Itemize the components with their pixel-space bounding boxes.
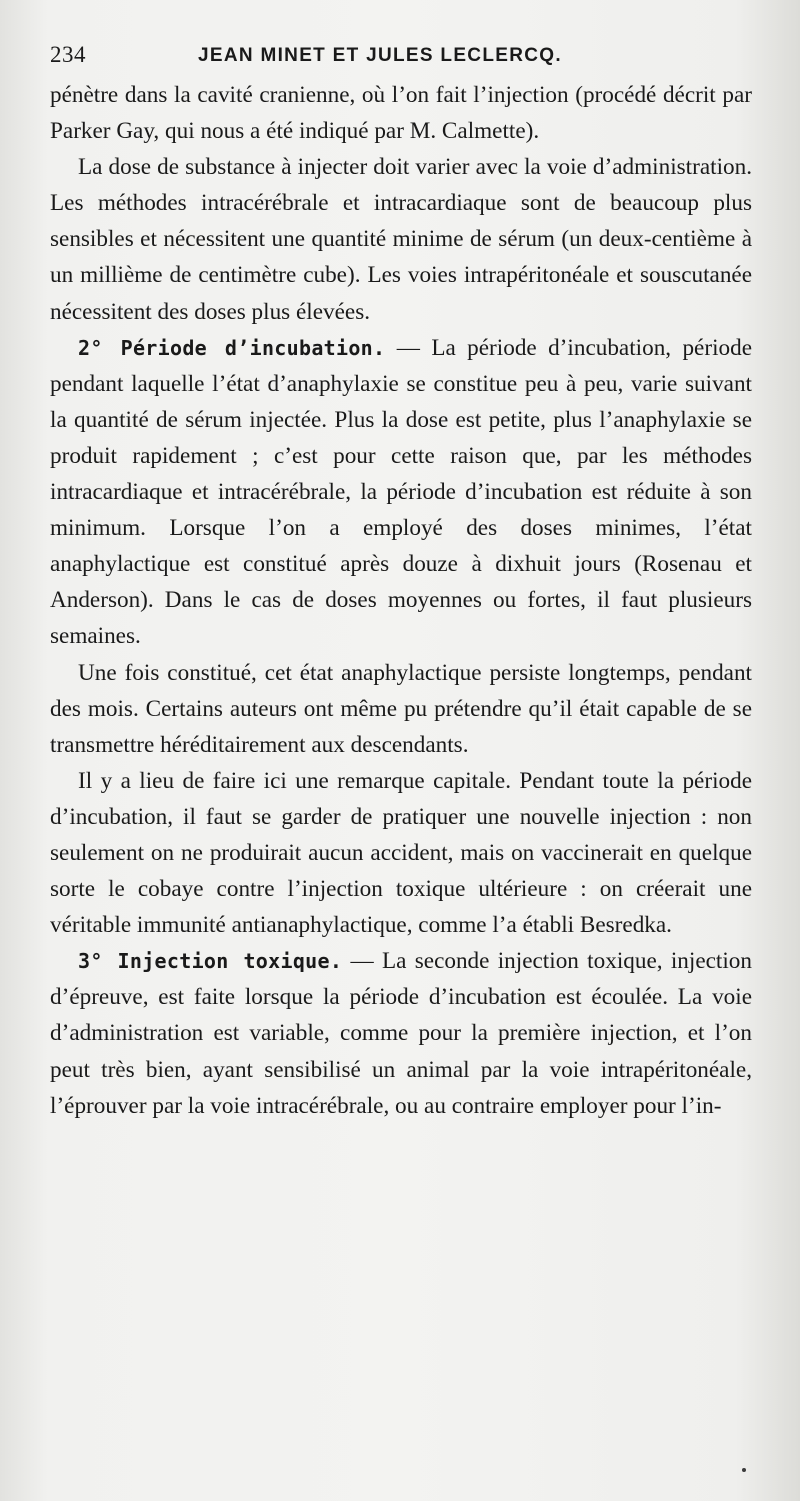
running-head: JEAN MINET ET JULES LECLERCQ. xyxy=(198,45,562,66)
paragraph-toxic-injection xyxy=(50,943,752,1123)
section-heading-toxic-injection: 3° Injection toxique. xyxy=(78,949,343,974)
ink-speck xyxy=(742,1468,746,1472)
section-heading-incubation: 2° Période d’incubation. xyxy=(78,335,386,360)
page-body xyxy=(50,77,752,1124)
paragraph-toxic-injection-text: — La seconde injection toxique, injection d’épreuve, est faite lorsque la période d’incubation est écoulée. La voie d’administration est variable, comme pour la première injection, et l’on peut très bien, ayant sensibilisé un animal par la voie intrapéritonéale, l’éprouver par la voie intracérébrale, ou au contraire employer pour l’in- xyxy=(50,948,752,1119)
paragraph-remark: Il y a lieu de faire ici une remarque capitale. Pendant toute la période d’incubation, il faut se garder de pratiquer une nouvelle injection : non seulement on ne produirait aucun accident, mais on vaccinerait en quelque sorte le cobaye contre l’injection toxique ultérieure : on créerait une véritable immunité antianaphylactique, comme l’a établi Besredka. xyxy=(50,767,752,939)
paragraph-incubation-text: — La période d’incubation, période pendant laquelle l’état d’anaphylaxie se constitue peu à peu, varie suivant la quantité de sérum injectée. Plus la dose est petite, plus l’anaphylaxie se produit rapidement ; c’est pour cette raison que, par les méthodes intracardiaque et intracérébrale, la période d’incubation est réduite à son minimum. Lorsque l’on a employé des doses minimes, l’état anaphylactique est constitué après douze à dixhuit jours (Rosenau et Anderson). Dans le cas de doses moyennes ou fortes, il faut plusieurs semaines. xyxy=(50,334,752,650)
page-number: 234 xyxy=(50,42,86,67)
paragraph-dose: La dose de substance à injecter doit varier avec la voie d’administration. Les méthodes intracérébrale et intracardiaque sont de beaucoup plus sensibles et nécessitent une quantité minime de sérum (un deux-centième à un millième de centimètre cube). Les voies intrapéritonéale et souscutanée nécessitent des doses plus élevées. xyxy=(50,154,752,325)
paragraph-continuation: pénètre dans la cavité cranienne, où l’on fait l’injection (procédé décrit par Parker Gay, qui nous a été indiqué par M. Calmette). xyxy=(50,82,752,145)
paragraph-incubation xyxy=(50,330,752,655)
paragraph-persistence: Une fois constitué, cet état anaphylactique persiste longtemps, pendant des mois. Certains auteurs ont même pu prétendre qu’il était capable de se transmettre héréditairement aux descendants. xyxy=(50,659,752,758)
